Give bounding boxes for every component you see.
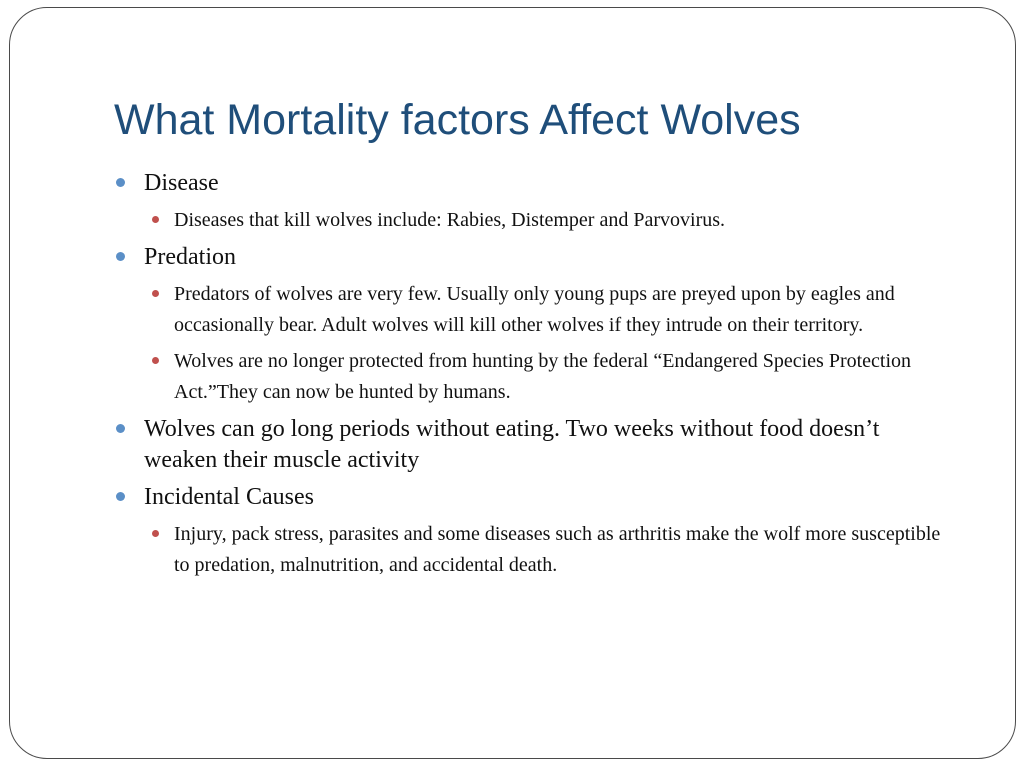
bullet-text: Incidental Causes (144, 484, 314, 510)
sub-bullet-item (144, 346, 954, 408)
bullet-text: Wolves can go long periods without eating. Two weeks without food doesn’t weaken their muscle activity (144, 416, 880, 473)
bullet-item-fasting (114, 414, 954, 476)
slide-title: What Mortality factors Affect Wolves (114, 96, 801, 144)
sub-bullet-item (144, 205, 954, 236)
sub-bullet-text: Predators of wolves are very few. Usually only young pups are preyed upon by eagles and occasionally bear. Adult wolves will kill other wolves if they intrude on their territory. (174, 283, 895, 336)
sub-bullet-dot-icon (152, 290, 159, 297)
bullet-dot-icon (116, 424, 125, 433)
sub-bullet-item (144, 279, 954, 341)
bullet-item-disease (114, 168, 954, 236)
bullet-dot-icon (116, 252, 125, 261)
bullet-text: Predation (144, 244, 236, 270)
bullet-text: Disease (144, 170, 219, 196)
bullet-item-incidental-causes (114, 482, 954, 581)
bullet-dot-icon (116, 492, 125, 501)
bullet-list (114, 168, 954, 581)
sub-bullet-list (144, 279, 954, 408)
bullet-item-predation (114, 242, 954, 408)
sub-bullet-dot-icon (152, 357, 159, 364)
sub-bullet-text: Injury, pack stress, parasites and some diseases such as arthritis make the wolf more susceptible to predation, malnutrition, and accidental death. (174, 523, 941, 576)
sub-bullet-item (144, 519, 954, 581)
sub-bullet-text: Diseases that kill wolves include: Rabies, Distemper and Parvovirus. (174, 209, 726, 231)
slide-content (114, 168, 954, 587)
bullet-dot-icon (116, 178, 125, 187)
sub-bullet-text: Wolves are no longer protected from hunting by the federal “Endangered Species Protection Act.”They can now be hunted by humans. (174, 350, 912, 403)
sub-bullet-list (144, 205, 954, 236)
sub-bullet-list (144, 519, 954, 581)
sub-bullet-dot-icon (152, 530, 159, 537)
sub-bullet-dot-icon (152, 216, 159, 223)
